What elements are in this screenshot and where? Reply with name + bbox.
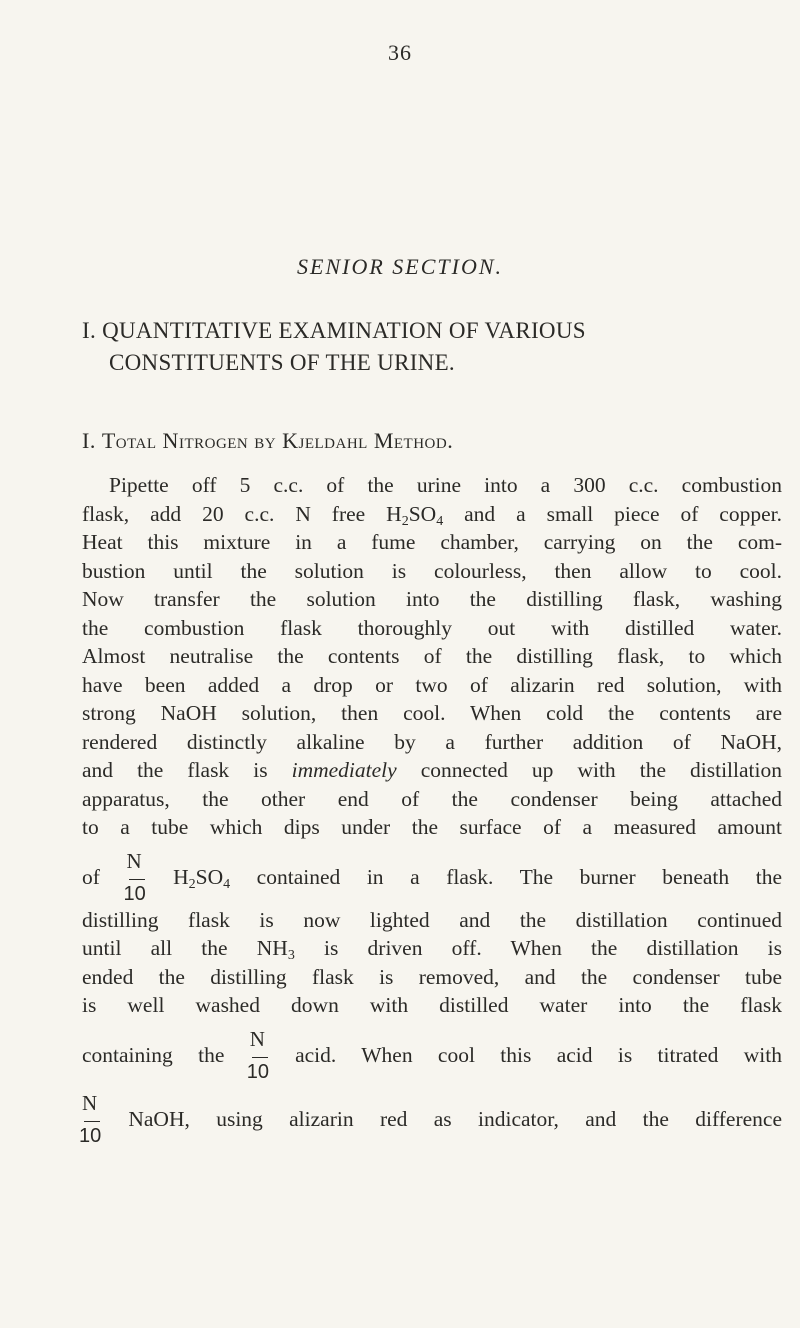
text-line-with-fraction: containing the $\frac{N}{10}$ acid. When cool this acid is titrated with [82, 1027, 783, 1084]
text-line-with-fraction: of $\frac{N}{10}$ $H_2SO_4$ contained in a flask. The burner beneath the [82, 849, 782, 906]
fraction-n-over-10: $\frac{N}{10}$ [79, 1091, 102, 1148]
text-line: Heat this mixture in a fume chamber, carrying on the com- [82, 530, 782, 554]
section-heading: SENIOR SECTION. [297, 254, 503, 279]
chapter-title-line2: CONSTITUENTS OF THE URINE. [109, 350, 455, 375]
text-line: is well washed down with distilled water into the flask [82, 993, 782, 1017]
text-line: Almost neutralise the contents of the distilling flask, to which [82, 644, 782, 668]
text-line: ended the distilling flask is removed, and the condenser tube [82, 964, 782, 989]
fraction-n-over-10: $\frac{N}{10}$ [123, 849, 146, 906]
text-line: flask, add 20 c.c. N free $H_2SO_4$ and a small piece of copper. [82, 501, 782, 529]
chapter-number: I. [82, 318, 97, 343]
emphasis-immediately: immediately [291, 758, 397, 782]
text-line: until all the $NH_3$ is driven off. When the distillation is [82, 936, 782, 963]
text-line: and the flask is immediately connected up with the distillation [82, 758, 782, 782]
text-line: to a tube which dips under the surface of a measured amount [82, 815, 782, 839]
text-line-with-fraction: $\frac{N}{10}$ NaOH, using alizarin red as indicator, and the difference [79, 1091, 783, 1148]
text-line: Pipette off 5 c.c. of the urine into a 300 c.c. combustion [109, 473, 782, 497]
chapter-title-line1: QUANTITATIVE EXAMINATION OF VARIOUS [102, 318, 586, 343]
text-line: distilling flask is now lighted and the distillation continued [82, 907, 782, 932]
subsection-number: I. [82, 428, 96, 453]
subsection-title: Total Nitrogen by Kjeldahl Method. [101, 428, 454, 453]
text-line: strong NaOH solution, then cool. When cold the contents are [82, 701, 782, 725]
text-line: the combustion flask thoroughly out with distilled water. [82, 615, 782, 640]
text-line: apparatus, the other end of the condenser being attached [82, 786, 782, 811]
page-number: 36 [388, 40, 412, 65]
subsection-heading [82, 428, 782, 454]
chapter-title [82, 315, 782, 379]
text-line: Now transfer the solution into the distilling flask, washing [82, 587, 782, 611]
body-paragraph [79, 471, 783, 1148]
text-line: have been added a drop or two of alizarin red solution, with [82, 672, 782, 697]
text-line: rendered distinctly alkaline by a further addition of NaOH, [82, 729, 782, 754]
text-line: bustion until the solution is colourless, then allow to cool. [82, 558, 782, 583]
fraction-n-over-10: $\frac{N}{10}$ [246, 1027, 269, 1084]
